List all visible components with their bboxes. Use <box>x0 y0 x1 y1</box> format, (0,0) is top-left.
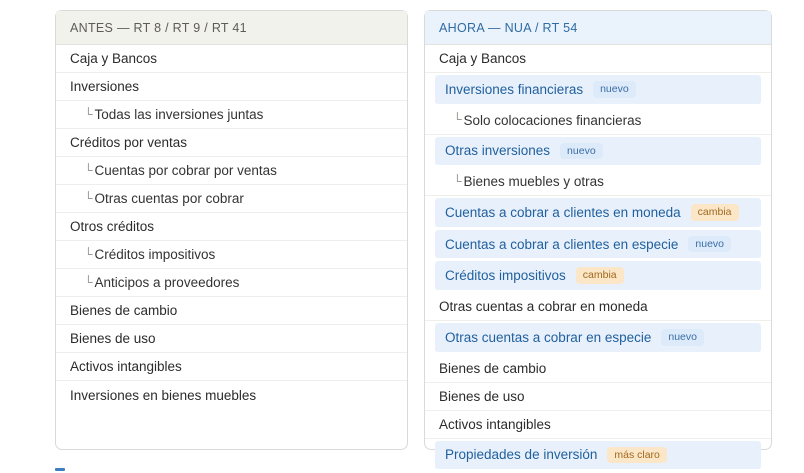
list-item <box>56 101 407 129</box>
list-item-label: Otras cuentas por cobrar <box>94 191 244 206</box>
list-item-label: Cuentas a cobrar a clientes en moneda <box>445 204 681 220</box>
status-badge: nuevo <box>560 143 603 160</box>
list-item <box>435 230 761 260</box>
list-item-label: Bienes de cambio <box>439 360 547 376</box>
list-item-label: Créditos impositivos <box>445 268 566 284</box>
list-item <box>425 411 771 439</box>
list-item <box>56 45 407 73</box>
tree-elbow-icon: └ <box>84 190 93 205</box>
tree-elbow-icon: └ <box>84 246 93 261</box>
tree-elbow-icon: └ <box>84 162 93 177</box>
list-item <box>425 168 771 196</box>
list-item-label: Caja y Bancos <box>70 51 158 66</box>
list-item-label: Otras cuentas a cobrar en especie <box>445 329 652 345</box>
list-item-label: Inversiones <box>70 79 140 94</box>
tree-elbow-icon: └ <box>453 112 462 127</box>
panel-antes-header: ANTES — RT 8 / RT 9 / RT 41 <box>56 11 407 45</box>
list-item <box>435 261 761 291</box>
list-item-label: Otras cuentas a cobrar en moneda <box>439 298 648 314</box>
list-item <box>435 137 761 167</box>
list-item-label: Cuentas por cobrar por ventas <box>94 163 277 178</box>
list-item <box>435 75 761 105</box>
list-item <box>435 323 761 353</box>
list-item-label: Anticipos a proveedores <box>94 275 240 290</box>
list-item-label: Solo colocaciones financieras <box>463 112 642 128</box>
list-item <box>425 107 771 135</box>
list-item <box>56 353 407 381</box>
status-badge: cambia <box>691 204 739 221</box>
list-item <box>425 355 771 383</box>
panel-ahora <box>424 10 772 463</box>
list-item <box>56 325 407 353</box>
list-item <box>425 293 771 321</box>
list-item-label: Cuentas a cobrar a clientes en especie <box>445 236 679 252</box>
list-item <box>56 213 407 241</box>
panel-ahora-header: AHORA — NUA / RT 54 <box>425 11 771 45</box>
panel-antes-rows <box>56 45 407 409</box>
list-item-label: Bienes de uso <box>70 331 156 346</box>
list-item <box>425 383 771 411</box>
list-item <box>56 241 407 269</box>
list-item <box>56 381 407 409</box>
list-item-label: Créditos impositivos <box>94 247 216 262</box>
list-item-label: Bienes de uso <box>439 388 525 404</box>
list-item <box>56 73 407 101</box>
panel-antes <box>55 10 408 450</box>
panel-ahora-rows <box>425 45 771 470</box>
status-badge: más claro <box>607 447 667 464</box>
list-item-label: Bienes de cambio <box>70 303 178 318</box>
status-badge: nuevo <box>688 236 731 253</box>
list-item-label: Otras inversiones <box>445 143 551 159</box>
list-item <box>435 198 761 228</box>
list-item-label: Todas las inversiones juntas <box>94 107 264 122</box>
list-item-label: Inversiones en bienes muebles <box>70 387 257 403</box>
list-item <box>56 269 407 297</box>
list-item-label: Inversiones financieras <box>445 81 584 97</box>
list-item-label: Activos intangibles <box>70 359 182 374</box>
status-badge: nuevo <box>593 81 636 98</box>
page-accent-mark <box>55 468 65 471</box>
tree-elbow-icon: └ <box>84 106 93 121</box>
list-item <box>56 185 407 213</box>
list-item-label: Créditos por ventas <box>70 135 188 150</box>
list-item <box>56 129 407 157</box>
list-item-label: Propiedades de inversión <box>445 447 598 463</box>
list-item-label: Otros créditos <box>70 219 155 234</box>
status-badge: nuevo <box>661 329 704 346</box>
list-item-label: Activos intangibles <box>439 416 551 432</box>
list-item <box>435 441 761 471</box>
list-item-label: Caja y Bancos <box>439 51 527 66</box>
list-item-label: Bienes muebles y otras <box>463 174 604 190</box>
list-item <box>56 157 407 185</box>
list-item <box>56 297 407 325</box>
status-badge: cambia <box>576 267 624 284</box>
tree-elbow-icon: └ <box>84 274 93 289</box>
tree-elbow-icon: └ <box>453 173 462 188</box>
list-item <box>425 45 771 73</box>
